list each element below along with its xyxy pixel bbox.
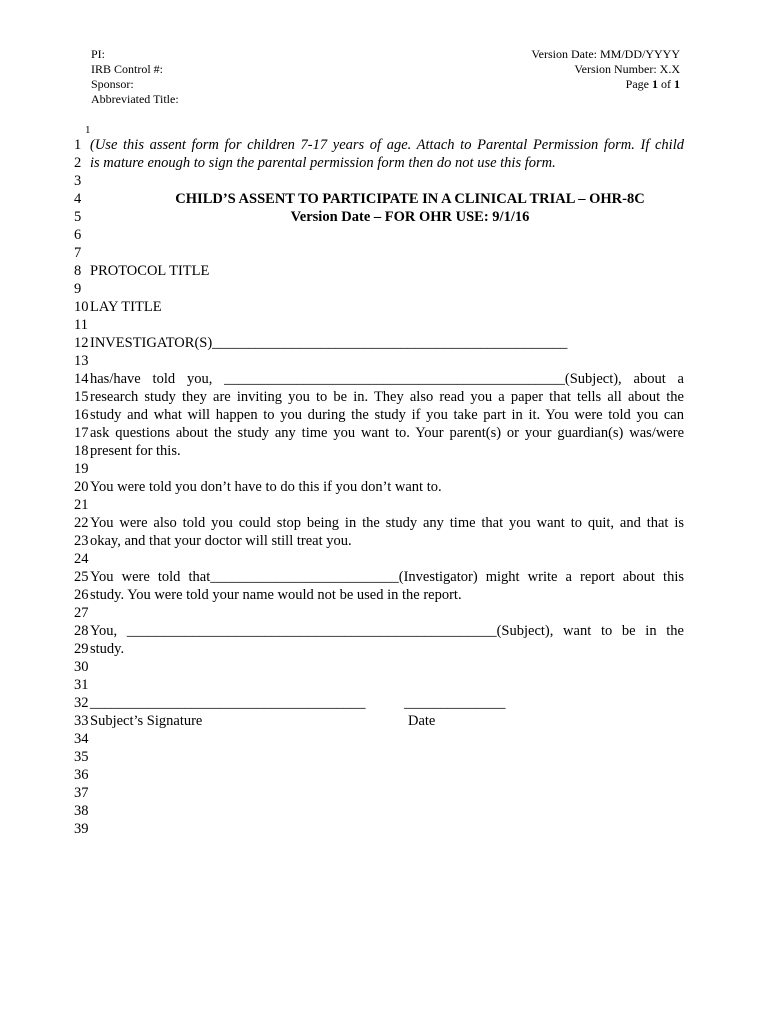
- date-label: Date: [408, 713, 436, 729]
- page-current: 1: [652, 77, 658, 91]
- instruction-text: is mature enough to sign the parental permission form then do not use this form.: [90, 155, 556, 171]
- line-12: [74, 334, 684, 352]
- lay-title-label: LAY TITLE: [90, 299, 162, 315]
- line-22: [74, 514, 684, 532]
- header-pi: PI:: [91, 47, 106, 61]
- line-number: 12: [74, 335, 89, 351]
- line-16: [74, 406, 684, 424]
- line-number: 23: [74, 533, 89, 549]
- paragraph-text: study and what will happen to you during the study if you take part in it. You were told you can: [90, 407, 684, 423]
- line-4: [74, 190, 684, 208]
- protocol-title-label: PROTOCOL TITLE: [90, 263, 210, 279]
- line-23: [74, 532, 684, 550]
- line-10: [74, 298, 684, 316]
- subject-signature-line: ______________________________________: [90, 695, 366, 711]
- line-number: 32: [74, 695, 89, 711]
- paragraph-text: research study they are inviting you to be in. They also read you a paper that tells all about the: [90, 389, 684, 405]
- line-number: 5: [74, 209, 82, 225]
- header-version-number: Version Number: X.X: [574, 62, 680, 76]
- investigators-field: INVESTIGATOR(S)_________________________________________________: [90, 335, 568, 351]
- paragraph-text: okay, and that your doctor will still treat you.: [90, 533, 352, 549]
- paragraph-text: study.: [90, 641, 125, 657]
- paragraph-text: present for this.: [90, 443, 181, 459]
- line-number: 8: [74, 263, 82, 279]
- header-version-date: Version Date: MM/DD/YYYY: [531, 47, 680, 61]
- header-left-block: [91, 47, 179, 107]
- line-8: [74, 262, 684, 280]
- line-9: [74, 280, 684, 298]
- line-34: [74, 730, 684, 748]
- header-irb-control: IRB Control #:: [91, 62, 164, 76]
- line-number: 6: [74, 227, 82, 243]
- line-1: [74, 136, 684, 154]
- line-15: [74, 388, 684, 406]
- line-number: 16: [74, 407, 89, 423]
- paragraph-text: You were told you don’t have to do this if you don’t want to.: [90, 479, 442, 495]
- line-number: 34: [74, 731, 89, 747]
- line-18: [74, 442, 684, 460]
- line-number: 21: [74, 497, 89, 513]
- line-number: 7: [74, 245, 82, 261]
- paragraph-text: You were also told you could stop being in the study any time that you want to quit, and that is: [90, 515, 684, 531]
- line-number: 26: [74, 587, 89, 603]
- instruction-text: (Use this assent form for children 7-17 years of age. Attach to Parental Permission form. If child: [90, 137, 684, 153]
- line-25: [74, 568, 684, 586]
- line-24: [74, 550, 684, 568]
- line-number: 31: [74, 677, 89, 693]
- line-6: [74, 226, 684, 244]
- line-number: 33: [74, 713, 89, 729]
- line-number: 24: [74, 551, 89, 567]
- line-20: [74, 478, 684, 496]
- line-number: 27: [74, 605, 89, 621]
- line-33: [74, 712, 684, 730]
- form-title: CHILD’S ASSENT TO PARTICIPATE IN A CLINICAL TRIAL – OHR-8C: [175, 191, 645, 207]
- line-number: 17: [74, 425, 89, 441]
- line-19: [74, 460, 684, 478]
- line-number: 30: [74, 659, 89, 675]
- margin-number: 1: [85, 124, 91, 136]
- line-number: 29: [74, 641, 89, 657]
- line-number: 3: [74, 173, 82, 189]
- form-version-date: Version Date – FOR OHR USE: 9/1/16: [290, 209, 530, 225]
- line-number: 2: [74, 155, 82, 171]
- line-32: [74, 694, 684, 712]
- header-abbreviated-title: Abbreviated Title:: [91, 92, 179, 106]
- line-26: [74, 586, 684, 604]
- line-30: [74, 658, 684, 676]
- line-17: [74, 424, 684, 442]
- header-sponsor: Sponsor:: [91, 77, 134, 91]
- line-2: [74, 154, 684, 172]
- line-3: [74, 172, 684, 190]
- line-number: 37: [74, 785, 89, 801]
- date-line: ______________: [404, 695, 506, 711]
- line-39: [74, 820, 684, 838]
- line-number: 10: [74, 299, 89, 315]
- line-number: 38: [74, 803, 89, 819]
- line-number: 22: [74, 515, 89, 531]
- line-number: 39: [74, 821, 89, 837]
- line-5: [74, 208, 684, 226]
- line-7: [74, 244, 684, 262]
- header-page-number: [531, 77, 680, 92]
- subject-signature-label: Subject’s Signature: [90, 713, 203, 729]
- line-13: [74, 352, 684, 370]
- line-38: [74, 802, 684, 820]
- line-37: [74, 784, 684, 802]
- page-prefix: Page: [625, 77, 652, 91]
- page-total: 1: [674, 77, 680, 91]
- line-31: [74, 676, 684, 694]
- line-21: [74, 496, 684, 514]
- line-36: [74, 766, 684, 784]
- paragraph-text: ask questions about the study any time you want to. Your parent(s) or your guardian(s) was/were: [90, 425, 684, 441]
- line-number: 18: [74, 443, 89, 459]
- line-number: 1: [74, 137, 82, 153]
- line-11: [74, 316, 684, 334]
- page-of: of: [658, 77, 674, 91]
- line-number: 20: [74, 479, 89, 495]
- paragraph-text: You, ___________________________________________________(Subject), want to be in the: [90, 623, 684, 639]
- paragraph-text: has/have told you, _______________________________________________(Subject), about a: [90, 371, 684, 387]
- line-28: [74, 622, 684, 640]
- numbered-body: [74, 136, 684, 838]
- line-number: 19: [74, 461, 89, 477]
- paragraph-text: study. You were told your name would not be used in the report.: [90, 587, 462, 603]
- line-number: 14: [74, 371, 89, 387]
- line-number: 36: [74, 767, 89, 783]
- line-number: 15: [74, 389, 89, 405]
- line-27: [74, 604, 684, 622]
- header-right-block: [531, 47, 680, 92]
- line-number: 35: [74, 749, 89, 765]
- line-number: 25: [74, 569, 89, 585]
- line-number: 4: [74, 191, 82, 207]
- line-number: 13: [74, 353, 89, 369]
- line-number: 28: [74, 623, 89, 639]
- line-35: [74, 748, 684, 766]
- line-number: 11: [74, 317, 88, 333]
- line-29: [74, 640, 684, 658]
- line-14: [74, 370, 684, 388]
- line-number: 9: [74, 281, 82, 297]
- paragraph-text: You were told that__________________________(Investigator) might write a report about this: [90, 569, 684, 585]
